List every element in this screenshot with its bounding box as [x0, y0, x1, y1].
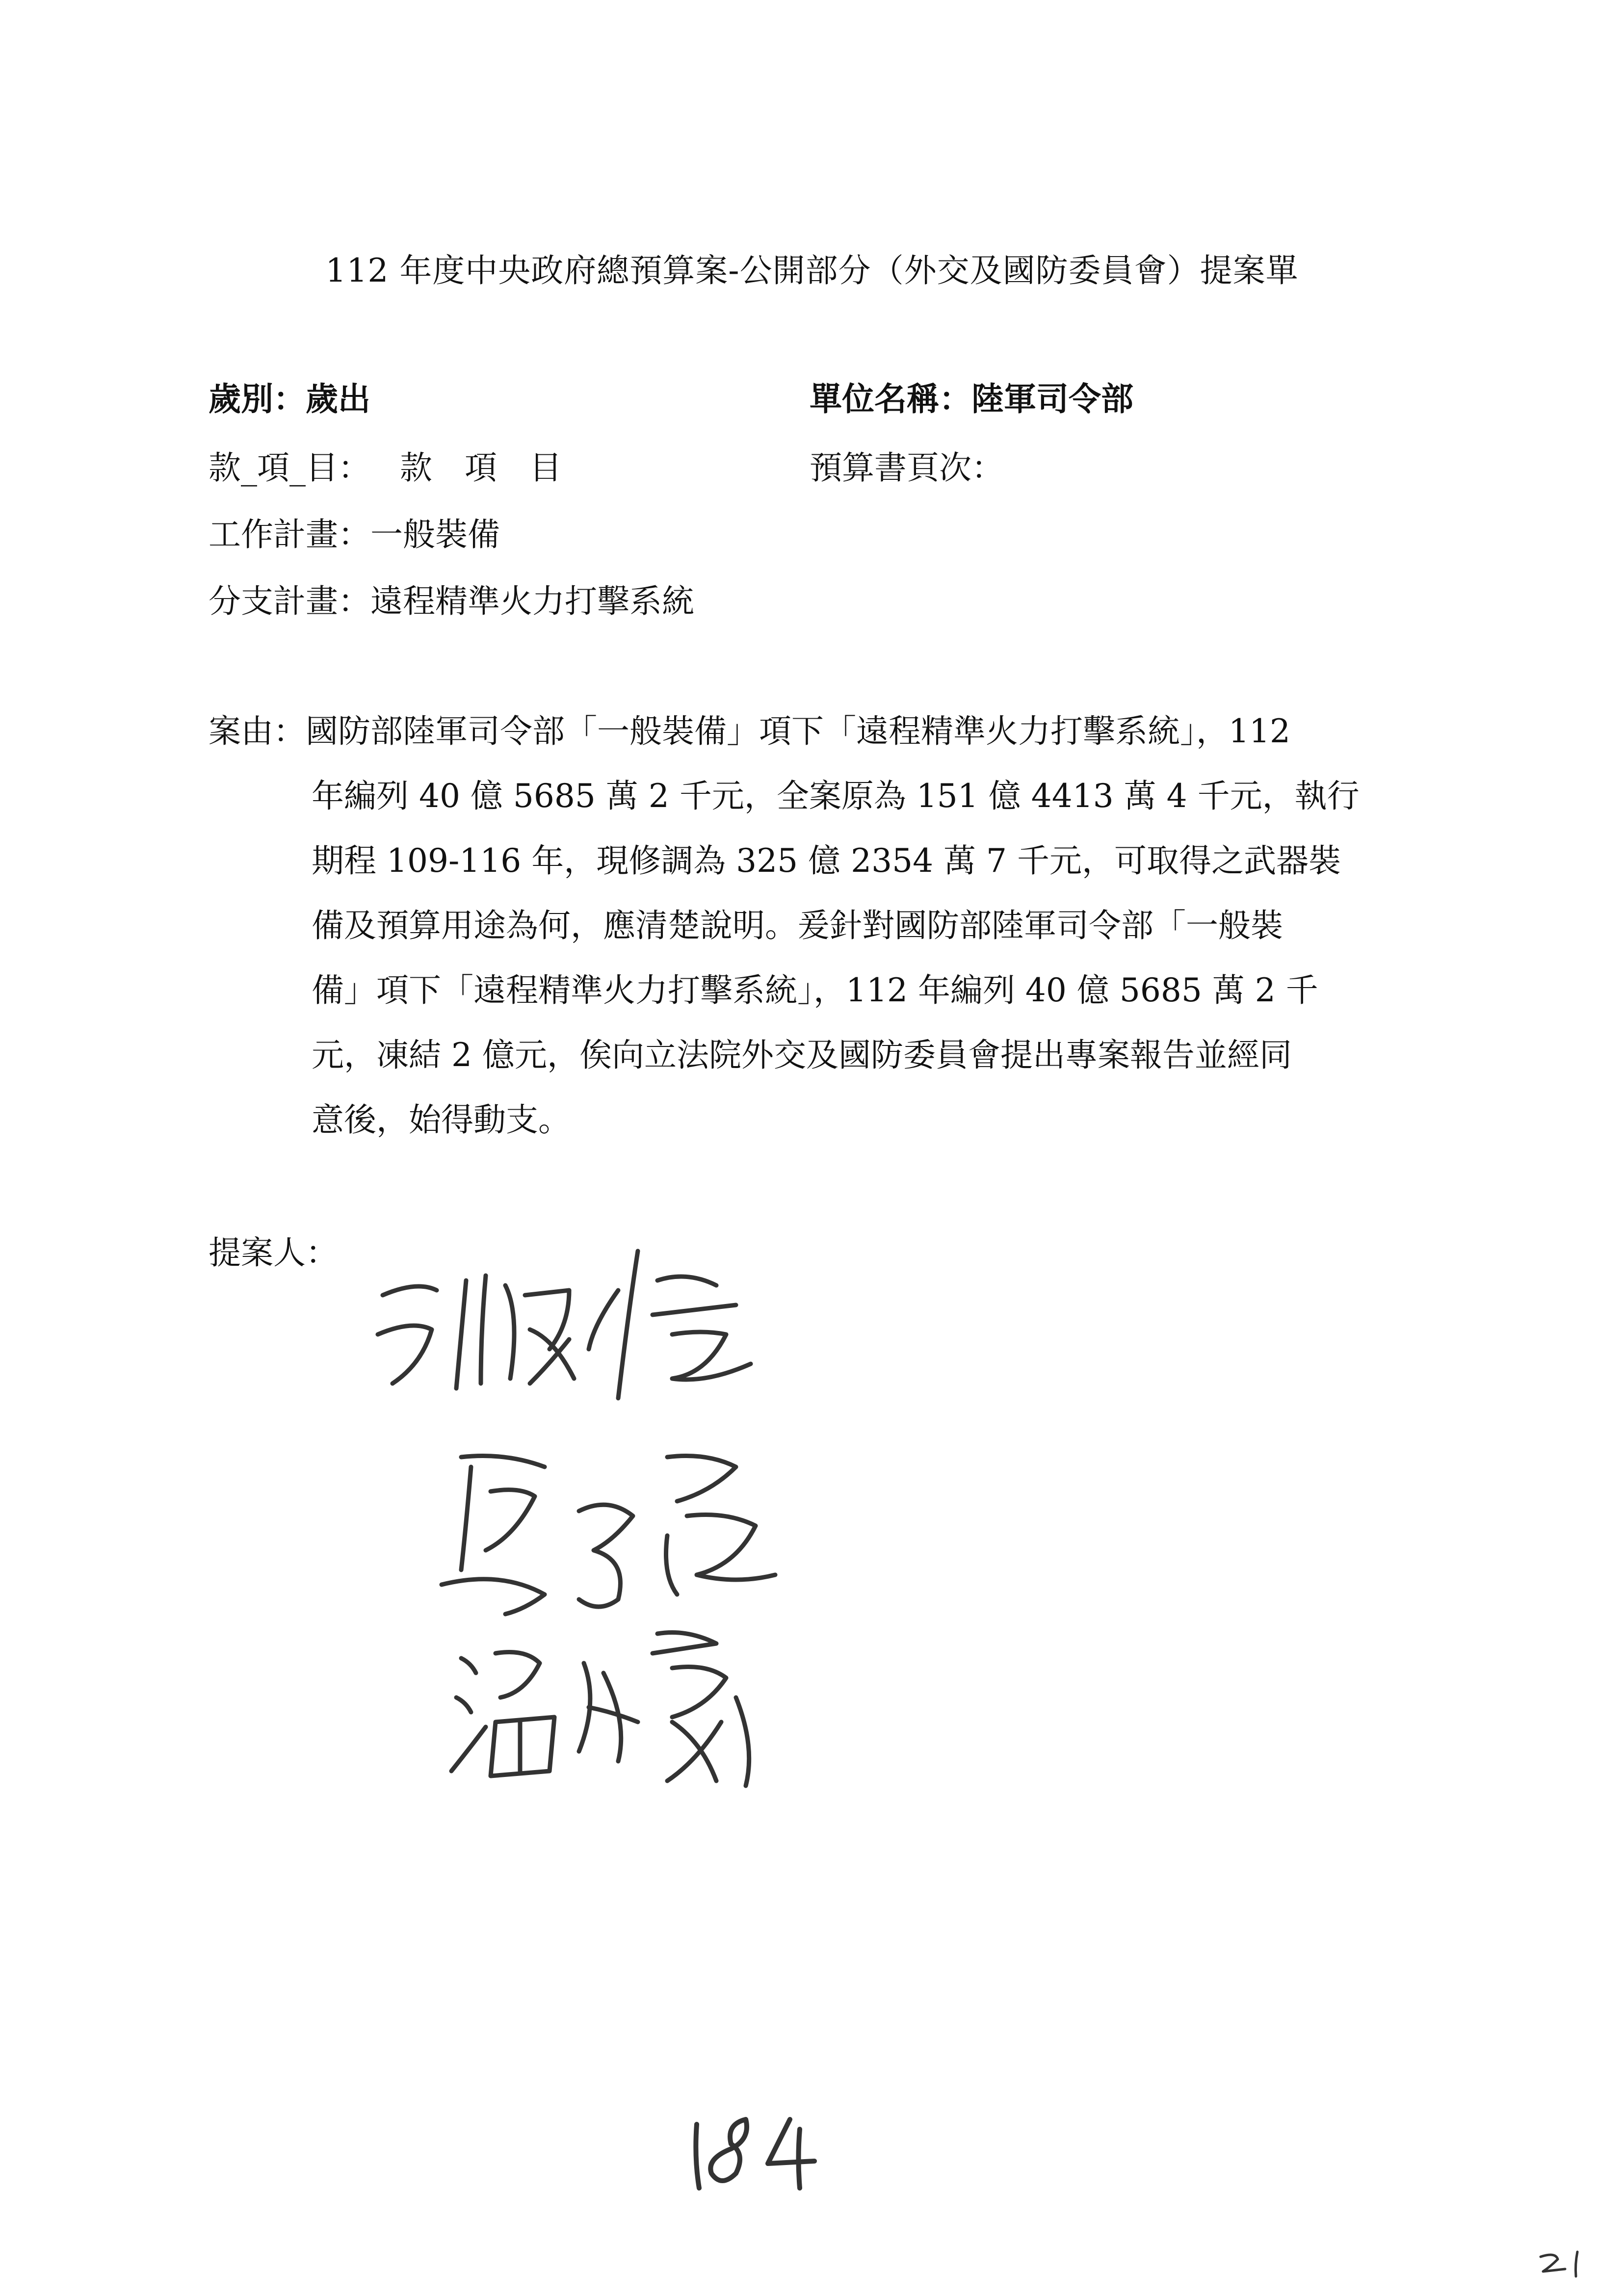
unit-name-value: 陸軍司令部 — [971, 380, 1133, 418]
branch-plan-label: 分支計畫： — [209, 582, 370, 620]
unit-name-label: 單位名稱： — [810, 380, 971, 418]
budget-page-label: 預算書頁次： — [810, 449, 1004, 487]
subject-line-3: 期程 109-116 年，現修調為 325 億 2354 萬 7 千元，可取得之武器裝 — [312, 842, 1341, 880]
subject-line-1 — [209, 699, 1455, 764]
proposer-label: 提案人： — [209, 1234, 338, 1272]
signature-1 — [363, 1236, 785, 1413]
section-item-label: 款_項_目： — [209, 449, 370, 487]
unit-name-field — [810, 373, 1133, 419]
subject-line-6: 元，凍結 2 億元，俟向立法院外交及國防委員會提出專案報告並經同 — [312, 1036, 1292, 1074]
document-title: 112 年度中央政府總預算案-公開部分（外交及國防委員會）提案單 — [325, 252, 1299, 289]
fiscal-category-label: 歲別： — [209, 380, 306, 418]
page-number-handwritten — [677, 2105, 824, 2198]
subject-text: 國防部陸軍司令部「一般裝備」項下「遠程精準火力打擊系統」，112 — [306, 712, 1290, 750]
work-plan-value: 一般裝備 — [370, 516, 500, 553]
section-item-value: 款 項 目 — [400, 449, 562, 487]
fiscal-category-value: 歲出 — [306, 380, 370, 418]
subject-label: 案由： — [209, 712, 306, 750]
subject-line-4: 備及預算用途為何，應清楚說明。爰針對國防部陸軍司令部「一般裝 — [312, 907, 1283, 944]
signature-2 — [432, 1437, 785, 1619]
work-plan-field — [209, 508, 500, 555]
work-plan-label: 工作計畫： — [209, 516, 370, 553]
section-item-field — [209, 442, 562, 488]
signature-3 — [442, 1624, 795, 1800]
branch-plan-value: 遠程精準火力打擊系統 — [370, 582, 694, 620]
subject-line-7: 意後，始得動支。 — [312, 1101, 571, 1139]
fiscal-category-field — [209, 373, 370, 419]
subject-line-2: 年編列 40 億 5685 萬 2 千元，全案原為 151 億 4413 萬 4 千元，執行 — [312, 777, 1360, 815]
subject-paragraph — [209, 699, 1455, 1152]
corner-mark — [1536, 2247, 1590, 2281]
branch-plan-field — [209, 575, 694, 622]
budget-page-field — [810, 442, 1004, 488]
subject-line-5: 備」項下「遠程精準火力打擊系統」，112 年編列 40 億 5685 萬 2 千 — [312, 971, 1318, 1009]
